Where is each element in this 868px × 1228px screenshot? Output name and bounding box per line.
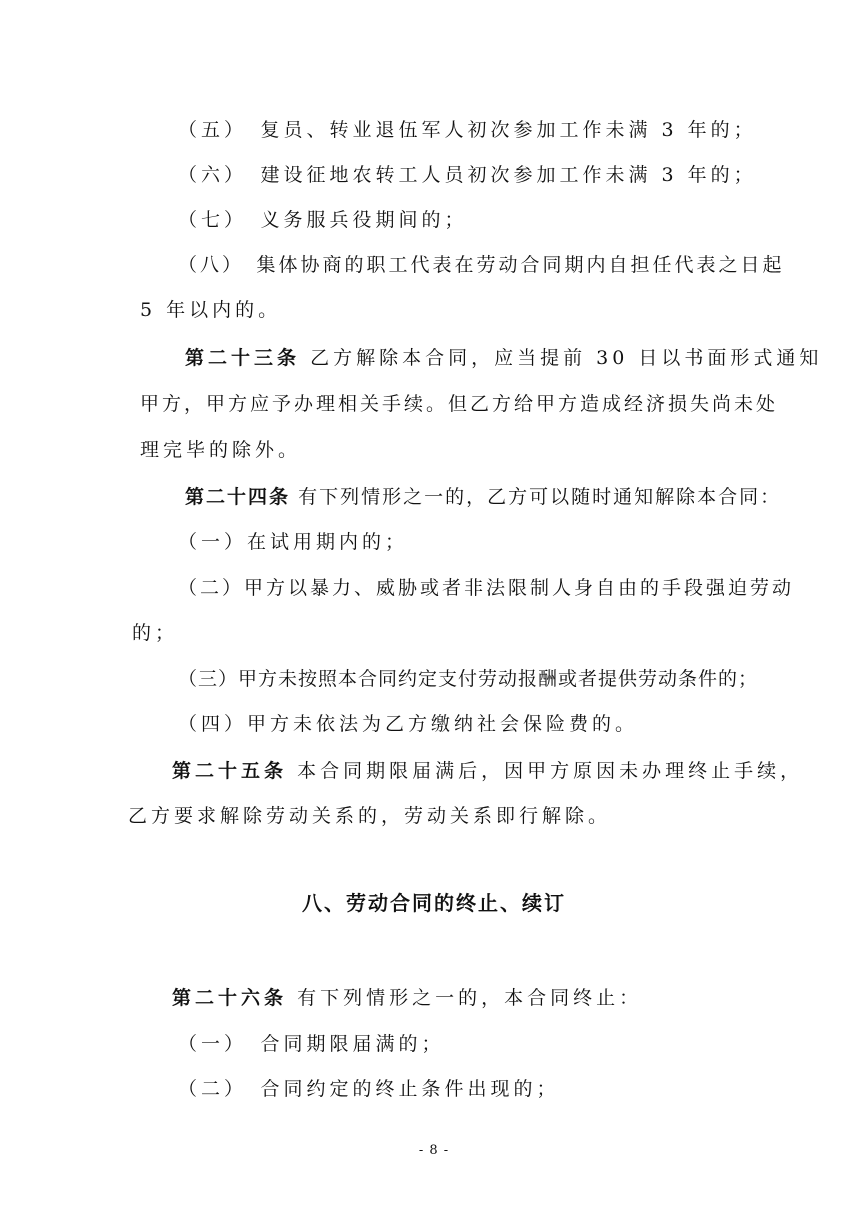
article-24-item-4: （四）甲方未依法为乙方缴纳社会保险费的。 xyxy=(178,713,639,735)
article-26-text: 有下列情形之一的，本合同终止： xyxy=(297,987,643,1009)
clause-item-7: （七） 义务服兵役期间的； xyxy=(178,209,468,231)
article-23-line-1 xyxy=(185,345,822,371)
article-23-text: 乙方解除本合同，应当提前 30 日以书面形式通知 xyxy=(310,347,823,369)
article-25-label: 第二十五条 xyxy=(172,760,288,782)
clause-item-8-cont: 5 年以内的。 xyxy=(140,299,282,321)
clause-item-6: （六） 建设征地农转工人员初次参加工作未满 3 年的； xyxy=(178,164,757,186)
article-24-item-2: （二）甲方以暴力、威胁或者非法限制人身自由的手段强迫劳动 xyxy=(178,577,795,599)
clause-item-5: （五） 复员、转业退伍军人初次参加工作未满 3 年的； xyxy=(178,119,757,141)
article-25-text: 本合同期限届满后，因甲方原因未办理终止手续， xyxy=(297,760,804,782)
article-24-text: 有下列情形之一的，乙方可以随时通知解除本合同： xyxy=(298,486,782,508)
article-24-item-1: （一）在试用期内的； xyxy=(178,531,409,553)
article-23-label: 第二十三条 xyxy=(185,347,301,369)
article-23-line-2: 甲方，甲方应予办理相关手续。但乙方给甲方造成经济损失尚未处 xyxy=(140,393,779,415)
article-24-line-1 xyxy=(185,484,781,510)
article-24-item-3: （三）甲方未按照本合同约定支付劳动报酬或者提供劳动条件的； xyxy=(178,668,759,690)
clause-item-8: （八） 集体协商的职工代表在劳动合同期内自担任代表之日起 xyxy=(178,254,785,276)
article-23-line-3: 理完毕的除外。 xyxy=(140,439,302,461)
article-25-line-1 xyxy=(172,758,803,784)
article-26-label: 第二十六条 xyxy=(172,987,288,1009)
article-24-label: 第二十四条 xyxy=(185,486,291,508)
section-heading: 八、劳动合同的终止、续订 xyxy=(302,891,566,915)
article-25-line-2: 乙方要求解除劳动关系的，劳动关系即行解除。 xyxy=(128,805,612,827)
article-26-item-2: （二） 合同约定的终止条件出现的； xyxy=(178,1078,560,1100)
page-number: - 8 - xyxy=(418,1143,450,1158)
article-24-item-2-cont: 的； xyxy=(132,622,179,644)
article-26-line-1 xyxy=(172,985,642,1011)
article-26-item-1: （一） 合同期限届满的； xyxy=(178,1033,445,1055)
